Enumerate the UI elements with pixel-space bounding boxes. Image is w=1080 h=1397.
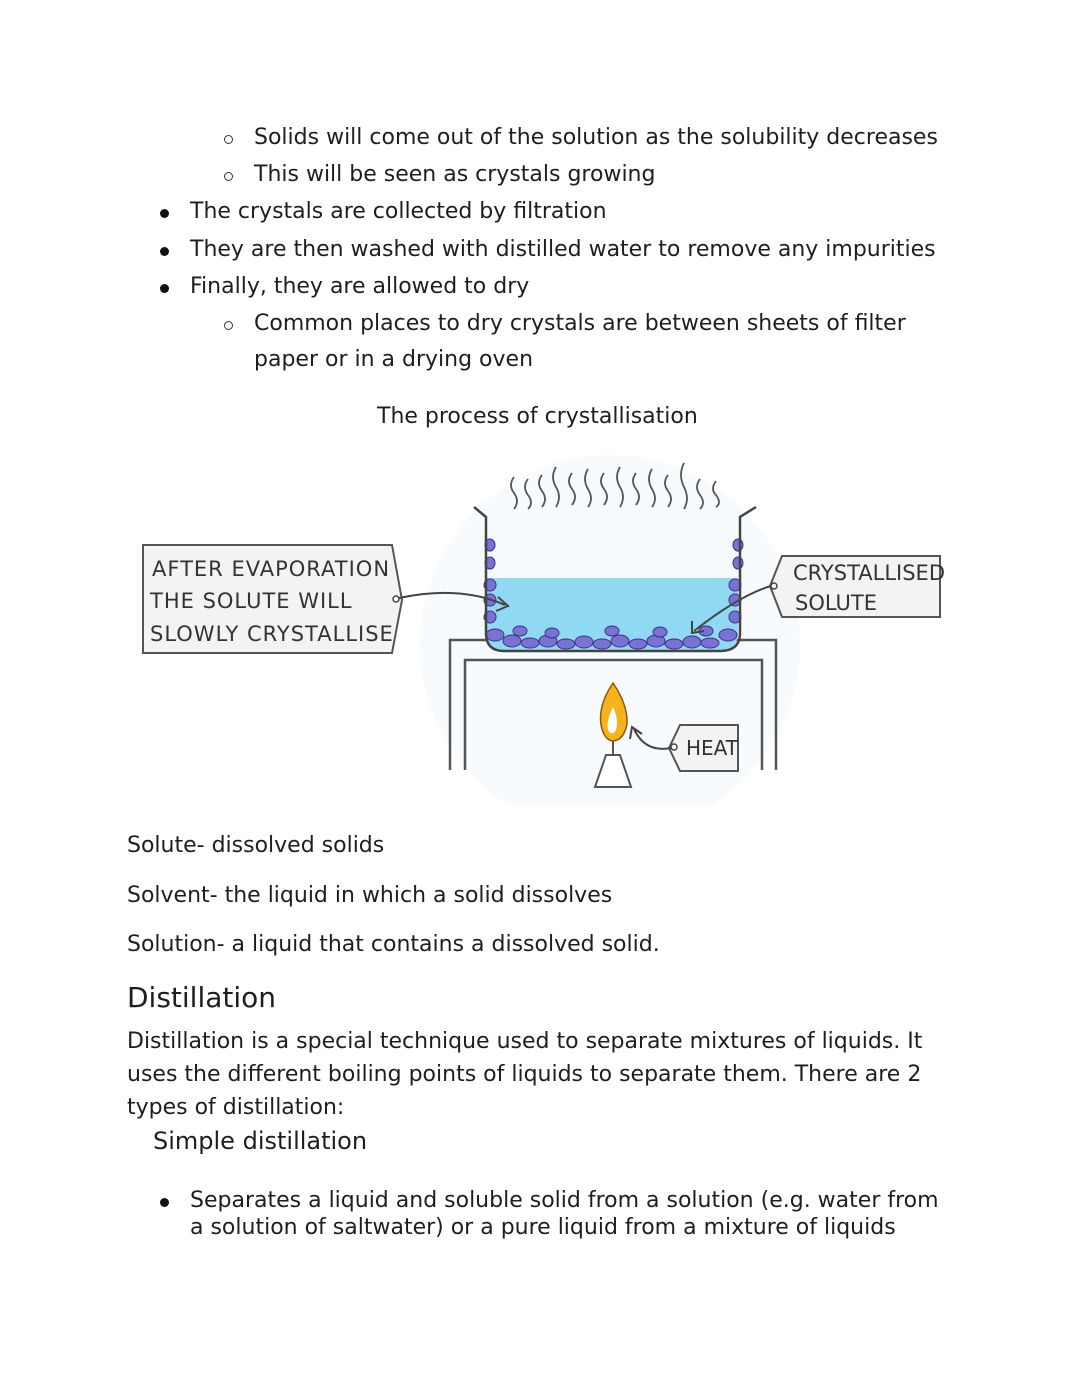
label-left-line: THE SOLUTE WILL <box>150 589 353 613</box>
subsection-heading: Simple distillation <box>153 1127 368 1155</box>
crystallisation-diagram <box>0 445 1080 805</box>
list-item: Solids will come out of the solution as the solubility decreases <box>254 125 938 150</box>
label-left-line: AFTER EVAPORATION <box>152 557 391 581</box>
bullet-icon <box>160 1198 169 1207</box>
paragraph-line: Distillation is a special technique used to separate mixtures of liquids. It <box>127 1029 923 1054</box>
bullet-icon <box>160 209 169 218</box>
paragraph-line: types of distillation: <box>127 1095 345 1120</box>
hollow-bullet-icon <box>224 172 233 181</box>
list-item: This will be seen as crystals growing <box>254 162 656 187</box>
distillation-paragraph <box>127 1025 922 1124</box>
bullet-icon <box>160 247 169 256</box>
definition-solute: Solute- dissolved solids <box>127 833 385 858</box>
list-item-continuation: a solution of saltwater) or a pure liquid from a mixture of liquids <box>190 1215 896 1240</box>
definition-solution: Solution- a liquid that contains a dissolved solid. <box>127 932 660 957</box>
label-left-line: SLOWLY CRYSTALLISE <box>150 622 394 646</box>
label-right-line: CRYSTALLISED <box>793 561 945 585</box>
list-item: The crystals are collected by filtration <box>190 199 607 224</box>
list-item: Finally, they are allowed to dry <box>190 274 530 299</box>
list-item: They are then washed with distilled water to remove any impurities <box>190 237 936 262</box>
figure-caption: The process of crystallisation <box>377 404 698 429</box>
hollow-bullet-icon <box>224 321 233 330</box>
bullet-icon <box>160 284 169 293</box>
section-heading: Distillation <box>127 981 277 1014</box>
list-item-continuation: paper or in a drying oven <box>254 347 534 372</box>
label-right-line: SOLUTE <box>795 591 877 615</box>
definition-solvent: Solvent- the liquid in which a solid dissolves <box>127 883 613 908</box>
hollow-bullet-icon <box>224 135 233 144</box>
list-item: Common places to dry crystals are between sheets of filter <box>254 311 906 336</box>
list-item: Separates a liquid and soluble solid from a solution (e.g. water from <box>190 1188 939 1213</box>
label-heat-text: HEAT <box>686 736 739 760</box>
paragraph-line: uses the different boiling points of liquids to separate them. There are 2 <box>127 1062 922 1087</box>
